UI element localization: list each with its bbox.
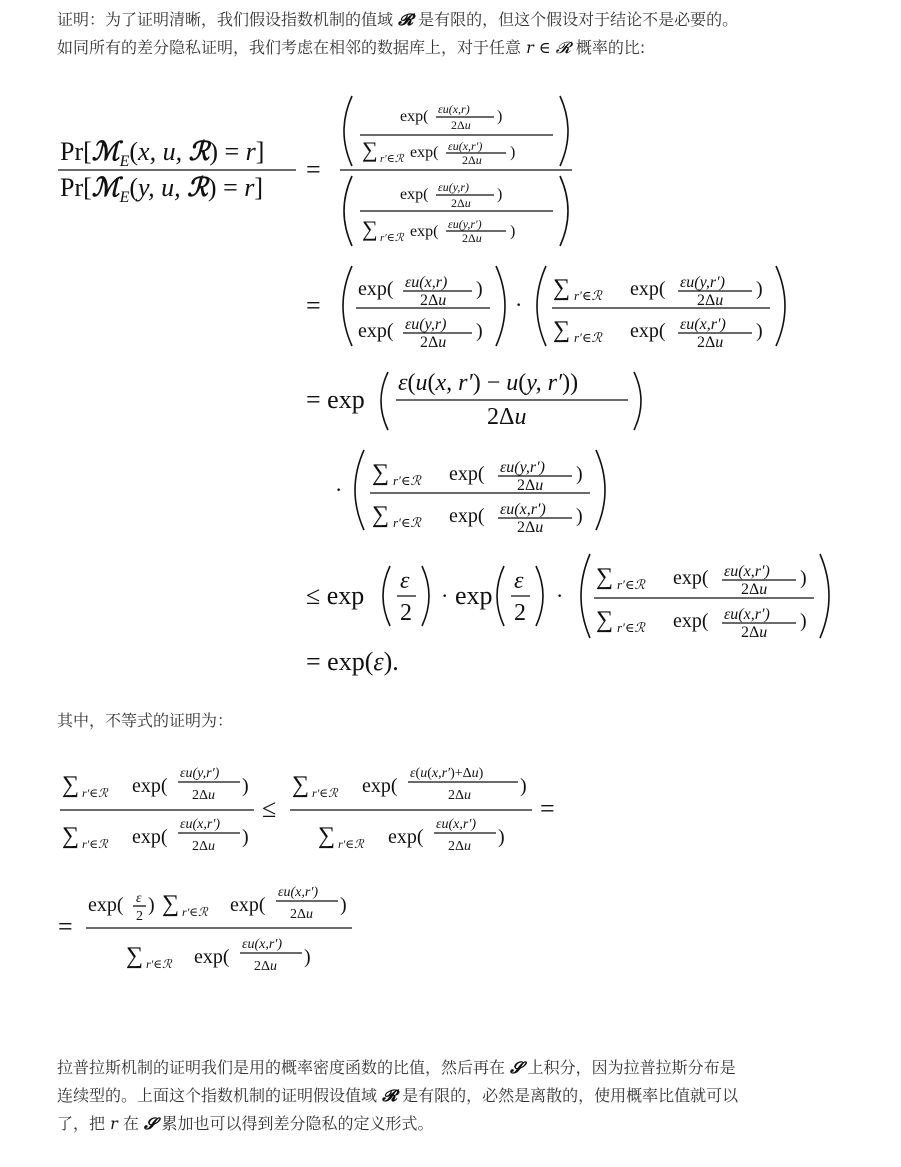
svg-text:εu(x,r′): εu(x,r′) xyxy=(180,817,221,832)
svg-text:2Δu: 2Δu xyxy=(290,907,314,922)
svg-text:ε(u(x, r′) − u(y, r′)): ε(u(x, r′) − u(y, r′)) xyxy=(398,370,579,396)
lhs-ratio xyxy=(58,137,321,206)
step5-result xyxy=(306,647,399,676)
svg-text:): ) xyxy=(242,826,249,848)
svg-text:·: · xyxy=(335,477,343,502)
r-symbol: r xyxy=(110,1114,118,1133)
svg-text:εu(x,r′): εu(x,r′) xyxy=(724,563,770,580)
svg-text:εu(y,r′): εu(y,r′) xyxy=(500,459,545,476)
svg-text:r′∈ℛ: r′∈ℛ xyxy=(617,620,645,635)
svg-text:2Δu: 2Δu xyxy=(451,196,471,210)
conclusion-line3-text-end: 累加也可以得到差分隐私的定义形式。 xyxy=(161,1114,434,1133)
svg-text:ε: ε xyxy=(400,568,410,594)
conclusion-line3-text: 了，把 xyxy=(57,1114,106,1133)
svg-text:2Δu: 2Δu xyxy=(192,788,216,803)
svg-text:2Δu: 2Δu xyxy=(462,153,482,167)
svg-text:= exp(ε).: = exp(ε). xyxy=(306,647,399,676)
range-symbol: 𝓡 xyxy=(398,10,414,29)
svg-text:r′∈ℛ: r′∈ℛ xyxy=(393,473,421,488)
svg-text:∑: ∑ xyxy=(372,502,390,528)
svg-text:εu(x,r′): εu(x,r′) xyxy=(278,885,319,900)
svg-text:exp(: exp( xyxy=(630,278,666,300)
svg-text:·: · xyxy=(441,583,449,608)
svg-text:2Δu: 2Δu xyxy=(451,118,471,132)
svg-text:ε: ε xyxy=(136,891,142,906)
intro-line1-text-end: 是有限的，但这个假设对于结论不是必要的。 xyxy=(418,10,739,29)
conclusion-line1-text-end: 上积分，因为拉普拉斯分布是 xyxy=(527,1058,736,1077)
svg-text:r′∈ℛ: r′∈ℛ xyxy=(574,288,602,303)
svg-text:r′∈ℛ: r′∈ℛ xyxy=(380,153,404,165)
svg-text:exp(: exp( xyxy=(630,320,666,342)
svg-text:∑: ∑ xyxy=(126,943,144,969)
inequality-line1 xyxy=(60,766,555,854)
svg-text:r′∈ℛ: r′∈ℛ xyxy=(574,330,602,345)
svg-text:2: 2 xyxy=(514,600,526,626)
svg-text:∑: ∑ xyxy=(596,564,614,590)
svg-text:2Δu: 2Δu xyxy=(462,231,482,245)
conclusion-line1-text: 拉普拉斯机制的证明我们是用的概率密度函数的比值，然后再在 xyxy=(57,1058,506,1077)
svg-text:=: = xyxy=(540,794,555,823)
svg-text:exp(: exp( xyxy=(449,505,485,527)
svg-text:εu(x,r′): εu(x,r′) xyxy=(242,937,283,952)
svg-text:2Δu: 2Δu xyxy=(487,404,527,430)
svg-text:r′∈ℛ: r′∈ℛ xyxy=(146,957,172,971)
svg-text:): ) xyxy=(800,610,807,632)
svg-text:): ) xyxy=(476,320,483,342)
svg-text:≤ exp: ≤ exp xyxy=(306,581,365,610)
svg-text:2: 2 xyxy=(400,600,412,626)
set-s-symbol-2: 𝓢 xyxy=(143,1114,157,1133)
svg-text:∑: ∑ xyxy=(162,891,180,917)
svg-text:exp(: exp( xyxy=(358,320,394,342)
step2-product xyxy=(306,266,785,351)
svg-text:r′∈ℛ: r′∈ℛ xyxy=(617,577,645,592)
range-symbol-2: 𝓡 xyxy=(382,1086,398,1105)
svg-text:exp(: exp( xyxy=(673,610,709,632)
svg-text:=: = xyxy=(306,291,321,320)
svg-text:): ) xyxy=(497,186,503,203)
intro-line1-text: 证明：为了证明清晰，我们假设指数机制的值域 xyxy=(57,10,394,29)
svg-text:r′∈ℛ: r′∈ℛ xyxy=(312,786,338,800)
svg-text:εu(x,r′): εu(x,r′) xyxy=(500,501,546,518)
conclusion-paragraph xyxy=(57,1054,847,1138)
svg-text:exp(: exp( xyxy=(673,567,709,589)
svg-text:): ) xyxy=(476,278,483,300)
svg-text:2Δu: 2Δu xyxy=(741,624,768,641)
svg-text:εu(x,r′): εu(x,r′) xyxy=(724,606,770,623)
svg-text:2Δu: 2Δu xyxy=(697,334,724,351)
svg-text:2: 2 xyxy=(136,909,143,924)
svg-text:exp(: exp( xyxy=(132,775,168,797)
svg-text:εu(x,r′): εu(x,r′) xyxy=(680,316,726,333)
svg-text:εu(x,r′): εu(x,r′) xyxy=(448,139,483,153)
svg-text:exp(: exp( xyxy=(88,894,124,916)
svg-text:∑: ∑ xyxy=(596,607,614,633)
step1-fraction xyxy=(340,96,572,246)
svg-text:exp(: exp( xyxy=(449,463,485,485)
svg-text:εu(y,r): εu(y,r) xyxy=(438,180,470,194)
svg-text:εu(y,r′): εu(y,r′) xyxy=(448,217,482,231)
conclusion-line3-mid: 在 xyxy=(122,1114,139,1133)
svg-text:r′∈ℛ: r′∈ℛ xyxy=(393,515,421,530)
svg-text:·: · xyxy=(515,292,523,317)
svg-text:∑: ∑ xyxy=(292,772,310,798)
svg-text:r′∈ℛ: r′∈ℛ xyxy=(82,786,108,800)
step4-inequality xyxy=(306,554,829,641)
r-in-range-symbol: r ∈ 𝓡 xyxy=(526,38,571,57)
svg-text:εu(x,r′): εu(x,r′) xyxy=(436,817,477,832)
svg-text:): ) xyxy=(756,278,763,300)
svg-text:r′∈ℛ: r′∈ℛ xyxy=(380,232,404,244)
svg-text:): ) xyxy=(148,894,155,916)
step3-exp xyxy=(306,370,641,430)
intro-line2-text: 如同所有的差分隐私证明，我们考虑在相邻的数据库上，对于任意 xyxy=(57,38,522,57)
inequality-line2 xyxy=(58,885,352,974)
svg-text:2Δu: 2Δu xyxy=(697,292,724,309)
svg-text:2Δu: 2Δu xyxy=(420,292,447,309)
svg-text:∑: ∑ xyxy=(62,823,80,849)
svg-text:ε: ε xyxy=(514,568,524,594)
svg-text:): ) xyxy=(498,826,505,848)
intro-line2-text-end: 概率的比: xyxy=(575,38,646,57)
svg-text:2Δu: 2Δu xyxy=(517,477,544,494)
svg-text:εu(x,r): εu(x,r) xyxy=(405,274,448,291)
svg-text:2Δu: 2Δu xyxy=(192,839,216,854)
svg-text:·: · xyxy=(556,583,564,608)
svg-text:exp(: exp( xyxy=(230,894,266,916)
svg-text:2Δu: 2Δu xyxy=(741,581,768,598)
svg-text:): ) xyxy=(800,567,807,589)
svg-text:∑: ∑ xyxy=(62,772,80,798)
svg-text:exp: exp xyxy=(455,581,493,610)
svg-text:∑: ∑ xyxy=(372,460,390,486)
svg-text:): ) xyxy=(576,463,583,485)
svg-text:): ) xyxy=(242,775,249,797)
svg-text:2Δu: 2Δu xyxy=(254,959,278,974)
svg-text:): ) xyxy=(497,108,503,125)
svg-text:εu(y,r): εu(y,r) xyxy=(405,316,447,333)
svg-text:= exp: = exp xyxy=(306,385,365,414)
svg-text:exp(: exp( xyxy=(410,223,439,240)
svg-text:εu(y,r′): εu(y,r′) xyxy=(180,766,220,781)
svg-text:2Δu: 2Δu xyxy=(448,839,472,854)
svg-text:exp(: exp( xyxy=(400,108,429,125)
svg-text:exp(: exp( xyxy=(358,278,394,300)
svg-text:εu(y,r′): εu(y,r′) xyxy=(680,274,725,291)
svg-text:Pr[ℳE(x, u, ℛ) = r]: Pr[ℳ$_E$(x, u, ℛ) = r] xyxy=(60,137,265,170)
svg-text:exp(: exp( xyxy=(132,826,168,848)
svg-text:r′∈ℛ: r′∈ℛ xyxy=(338,837,364,851)
svg-text:=: = xyxy=(58,912,73,941)
svg-text:exp(: exp( xyxy=(388,826,424,848)
svg-text:): ) xyxy=(510,144,516,161)
svg-text:): ) xyxy=(304,946,311,968)
conclusion-line2-text-end: 是有限的，必然是离散的，使用概率比值就可以 xyxy=(402,1086,739,1105)
svg-text:exp(: exp( xyxy=(410,144,439,161)
svg-text:): ) xyxy=(520,775,527,797)
svg-text:): ) xyxy=(756,320,763,342)
svg-text:εu(x,r): εu(x,r) xyxy=(438,102,470,116)
svg-text:): ) xyxy=(340,894,347,916)
set-s-symbol: 𝓢 xyxy=(510,1058,523,1077)
svg-text:r′∈ℛ: r′∈ℛ xyxy=(182,905,208,919)
svg-text:∑: ∑ xyxy=(553,317,571,343)
conclusion-line2-text: 连续型的。上面这个指数机制的证明假设值域 xyxy=(57,1086,378,1105)
svg-text:r′∈ℛ: r′∈ℛ xyxy=(82,837,108,851)
svg-text:Pr[ℳE(y, u, ℛ) = r]: Pr[ℳ$_E$(y, u, ℛ) = r] xyxy=(60,173,264,206)
svg-text:2Δu: 2Δu xyxy=(517,519,544,536)
svg-text:≤: ≤ xyxy=(262,794,277,823)
svg-text:2Δu: 2Δu xyxy=(420,334,447,351)
svg-text:2Δu: 2Δu xyxy=(448,788,472,803)
svg-text:∑: ∑ xyxy=(553,275,571,301)
svg-text:): ) xyxy=(576,505,583,527)
svg-text:∑: ∑ xyxy=(362,216,378,241)
svg-text:exp(: exp( xyxy=(194,946,230,968)
svg-text:): ) xyxy=(510,223,516,240)
svg-text:∑: ∑ xyxy=(362,137,378,162)
svg-text:ε(u(x,r′)+Δu): ε(u(x,r′)+Δu) xyxy=(410,766,484,781)
svg-text:exp(: exp( xyxy=(362,775,398,797)
inequality-heading: 其中，不等式的证明为： xyxy=(57,711,234,730)
svg-text:exp(: exp( xyxy=(400,186,429,203)
step3b-product xyxy=(335,450,605,536)
svg-text:∑: ∑ xyxy=(318,823,336,849)
svg-text:=: = xyxy=(306,155,321,184)
